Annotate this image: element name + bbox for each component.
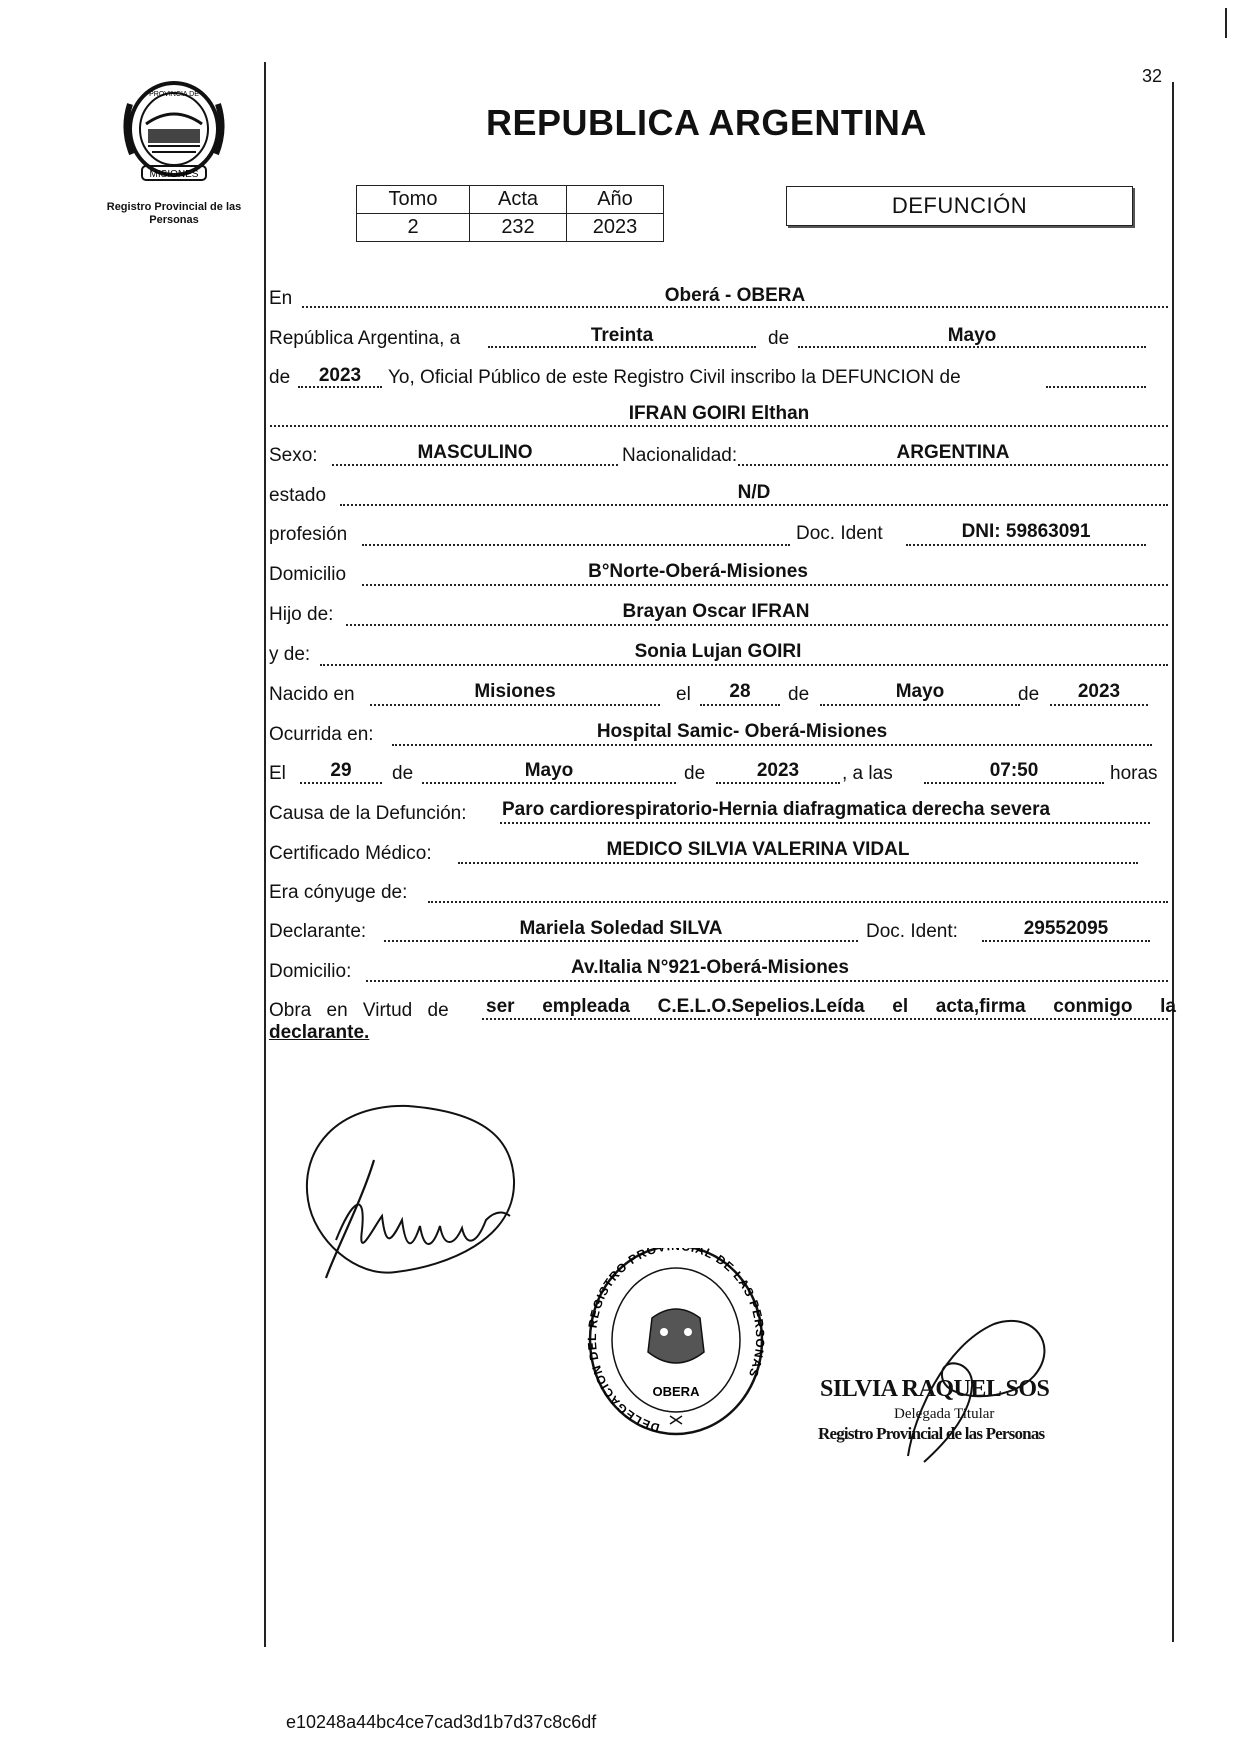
sexo-label: Sexo: xyxy=(269,445,318,466)
domicilio-label-2: Domicilio: xyxy=(269,961,352,982)
alas-label: , a las xyxy=(842,763,893,784)
nacionalidad-value: ARGENTINA xyxy=(896,442,1010,463)
yde-label: y de: xyxy=(269,644,311,665)
tomo-value: 2 xyxy=(357,214,470,242)
logo-top-text: PROVINCIA DE xyxy=(149,91,199,98)
doc-ident-label: Doc. Ident xyxy=(796,523,883,544)
nacido-mes-value: Mayo xyxy=(895,681,945,702)
official-role: Delegada Titular xyxy=(894,1406,995,1422)
nacido-lugar-line xyxy=(370,704,660,706)
declarante-line xyxy=(384,940,858,942)
domicilio-value: B°Norte-Oberá-Misiones xyxy=(588,561,808,582)
madre-line xyxy=(320,664,1168,666)
deceased-name-value: IFRAN GOIRI Elthan xyxy=(628,403,810,424)
declarant-signature xyxy=(296,1100,526,1290)
estado-line xyxy=(340,504,1168,506)
de-label-2: de xyxy=(788,684,810,705)
day-words-value: Treinta xyxy=(590,325,654,346)
declarante-doc-value: 29552095 xyxy=(1023,918,1109,939)
declarante-label: Declarante: xyxy=(269,921,367,942)
nacido-anio-line xyxy=(1050,704,1148,706)
ocurrida-label: Ocurrida en: xyxy=(269,724,374,745)
obra-line xyxy=(482,1018,1168,1020)
nacido-lugar-value: Misiones xyxy=(474,681,556,702)
padre-value: Brayan Oscar IFRAN xyxy=(622,601,810,622)
nacido-label: Nacido en xyxy=(269,684,355,705)
hijo-label: Hijo de: xyxy=(269,604,334,625)
domicilio-label: Domicilio xyxy=(269,564,347,585)
anio-header: Año xyxy=(567,186,664,214)
tomo-header: Tomo xyxy=(357,186,470,214)
official-office: Registro Provincial de las Personas xyxy=(818,1424,1045,1443)
nacionalidad-line xyxy=(738,464,1168,466)
horas-label: horas xyxy=(1110,763,1158,784)
doc-ident-label-2: Doc. Ident: xyxy=(866,921,958,942)
fecha-mes-value: Mayo xyxy=(524,760,574,781)
madre-value: Sonia Lujan GOIRI xyxy=(634,641,802,662)
estado-value: N/D xyxy=(737,482,771,503)
declarante-doc-line xyxy=(982,940,1150,942)
certificado-label: Certificado Médico: xyxy=(269,843,432,864)
profesion-line xyxy=(362,544,790,546)
hora-value: 07:50 xyxy=(989,760,1039,781)
hora-line xyxy=(924,782,1104,784)
conyuge-label: Era cónyuge de: xyxy=(269,882,408,903)
registry-name: Registro Provincial de las Personas xyxy=(106,201,242,226)
causa-value: Paro cardiorespiratorio-Hernia diafragmatica derecha severa xyxy=(502,799,1051,820)
page-number: 32 xyxy=(1142,66,1163,86)
month-value: Mayo xyxy=(947,325,997,346)
obra-label: Obra en Virtud de xyxy=(269,1000,449,1021)
fecha-dia-line xyxy=(300,782,382,784)
ocurrida-value: Hospital Samic- Oberá-Misiones xyxy=(596,721,888,742)
fecha-mes-line xyxy=(422,782,676,784)
left-margin-line xyxy=(264,62,266,1647)
registry-stamp xyxy=(586,1248,766,1448)
en-label: En xyxy=(269,288,293,309)
obra-text: ser empleada C.E.L.O.Sepelios.Leída el acta,firma conmigo la xyxy=(486,996,1176,1017)
acta-value: 232 xyxy=(470,214,567,242)
place-value: Oberá - OBERA xyxy=(664,285,806,306)
de-label-1: de xyxy=(768,328,790,349)
stamp-city: OBERA xyxy=(652,1384,700,1399)
doc-ident-value: DNI: 59863091 xyxy=(961,521,1091,542)
fecha-anio-value: 2023 xyxy=(756,760,800,781)
year-prefix-label: de xyxy=(269,367,291,388)
fecha-dia-value: 29 xyxy=(330,760,352,781)
document-hash: e10248a44bc4ce7cad3d1b7d37c8c6df xyxy=(286,1712,597,1732)
province-logo xyxy=(118,74,230,184)
de-label-3: de xyxy=(1018,684,1040,705)
stamp-ring-text: DELEGACION DEL REGISTRO PRO IAL DE LAS PERSONAS xyxy=(586,1248,766,1436)
padre-line xyxy=(346,624,1168,626)
page-title: REPUBLICA ARGENTINA xyxy=(486,102,927,143)
de-label-5: de xyxy=(684,763,706,784)
logo-bottom-text: MISIONES xyxy=(149,169,199,180)
de-label-4: de xyxy=(392,763,414,784)
nacionalidad-label: Nacionalidad: xyxy=(622,445,738,466)
el-label: el xyxy=(676,684,691,705)
fecha-anio-line xyxy=(716,782,840,784)
el-label-2: El xyxy=(269,763,286,784)
deceased-name-line xyxy=(270,425,1168,427)
official-name: SILVIA RAQUEL SOS xyxy=(820,1376,1050,1402)
registry-table xyxy=(356,185,664,242)
certificado-value: MEDICO SILVIA VALERINA VIDAL xyxy=(606,839,910,860)
causa-label: Causa de la Defunción: xyxy=(269,803,467,824)
edge-mark xyxy=(1225,8,1227,38)
anio-value: 2023 xyxy=(567,214,664,242)
estado-label: estado xyxy=(269,485,327,506)
republica-label: República Argentina, a xyxy=(269,328,461,349)
inscribe-text: Yo, Oficial Público de este Registro Civil inscribo la DEFUNCION de xyxy=(388,367,961,388)
conyuge-line xyxy=(428,901,1168,903)
right-margin-line xyxy=(1172,82,1174,1642)
domicilio-line xyxy=(362,584,1168,586)
declarante-value: Mariela Soledad SILVA xyxy=(519,918,723,939)
inscribe-tail-line xyxy=(1046,386,1146,388)
acta-header: Acta xyxy=(470,186,567,214)
profesion-label: profesión xyxy=(269,524,348,545)
obra-text-2: declarante. xyxy=(269,1022,370,1043)
nacido-mes-line xyxy=(820,704,1020,706)
certificado-line xyxy=(458,862,1138,864)
causa-line xyxy=(500,822,1150,824)
sexo-line xyxy=(332,464,618,466)
declarante-domicilio-line xyxy=(366,980,1168,982)
nacido-dia-value: 28 xyxy=(729,681,751,702)
nacido-anio-value: 2023 xyxy=(1077,681,1121,702)
sexo-value: MASCULINO xyxy=(417,442,533,463)
ocurrida-line xyxy=(392,744,1152,746)
doc-ident-line xyxy=(906,544,1146,546)
declarante-domicilio-value: Av.Italia N°921-Oberá-Misiones xyxy=(571,957,849,978)
document-type-box: DEFUNCIÓN xyxy=(786,186,1133,226)
year-value: 2023 xyxy=(318,365,362,386)
nacido-dia-line xyxy=(700,704,780,706)
